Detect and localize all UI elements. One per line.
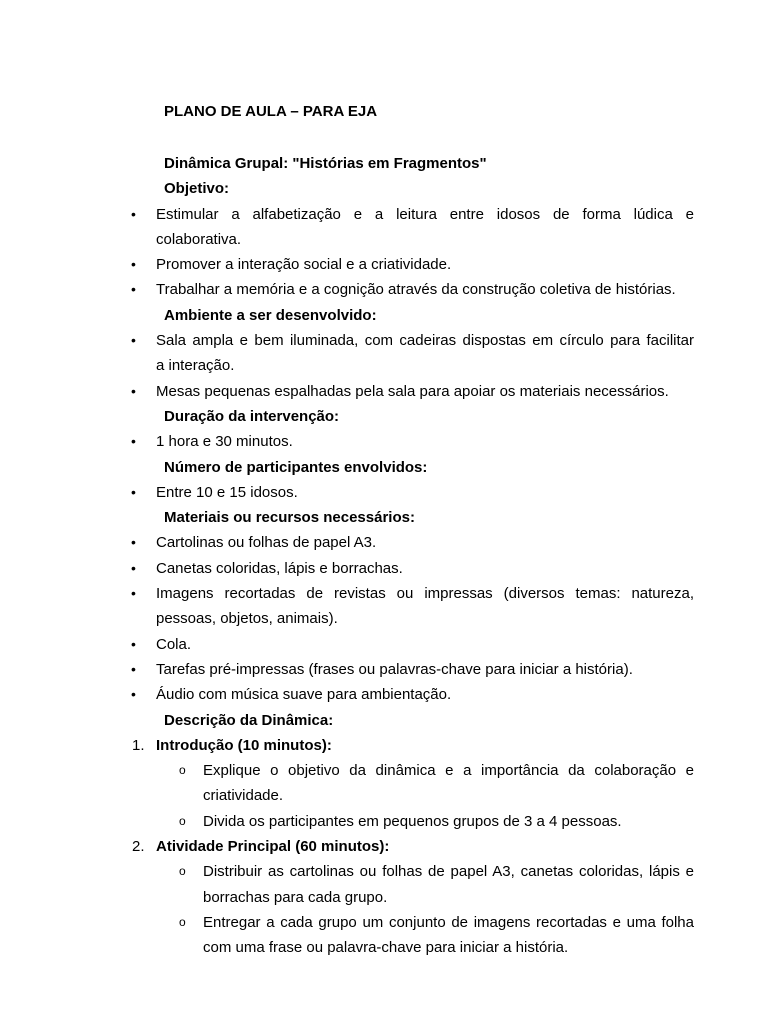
bullet-marker: • [131, 686, 136, 703]
materials-item-text: Imagens recortadas de revistas ou impressas (diversos temas: natureza, [156, 585, 694, 603]
step-subitem-text: Distribuir as cartolinas ou folhas de papel A3, canetas coloridas, lápis e [203, 863, 694, 881]
materials-item-text: Tarefas pré-impressas (frases ou palavras-chave para iniciar a história). [156, 660, 633, 678]
duration-heading: Duração da intervenção: [164, 407, 340, 425]
objective-heading-line [0, 176, 768, 201]
list-item [0, 657, 768, 682]
step-title-line [0, 834, 768, 859]
description-heading: Descrição da Dinâmica: [164, 711, 334, 729]
list-item [0, 379, 768, 404]
objective-item-text: Estimular a alfabetização e a leitura entre idosos de forma lúdica e [156, 205, 694, 223]
step-subitem-text: Explique o objetivo da dinâmica e a importância da colaboração e [203, 762, 694, 780]
list-item [0, 632, 768, 657]
objective-heading: Objetivo: [164, 180, 230, 198]
participants-heading: Número de participantes envolvidos: [164, 458, 428, 476]
bullet-marker: • [131, 660, 136, 677]
sub-bullet-marker: o [179, 914, 186, 929]
list-item [0, 581, 768, 606]
page-title: PLANO DE AULA – PARA EJA [164, 103, 378, 120]
bullet-marker: • [131, 281, 136, 298]
step-number: 2. [132, 838, 145, 856]
list-item [0, 277, 768, 302]
step-title: Introdução (10 minutos): [156, 736, 332, 754]
bullet-marker: • [131, 433, 136, 450]
list-item [0, 252, 768, 277]
materials-item-text: Canetas coloridas, lápis e borrachas. [156, 559, 403, 577]
environment-heading: Ambiente a ser desenvolvido: [164, 306, 377, 324]
environment-item-text: Sala ampla e bem iluminada, com cadeiras dispostas em círculo para facilitar [156, 332, 694, 350]
step-title-line [0, 733, 768, 758]
bullet-marker: • [131, 483, 136, 500]
list-item [0, 480, 768, 505]
participants-item-text: Entre 10 e 15 idosos. [156, 483, 298, 501]
list-item [0, 227, 768, 252]
duration-heading-line [0, 404, 768, 429]
step-subitem-text: Divida os participantes em pequenos grupos de 3 a 4 pessoas. [203, 812, 622, 830]
list-item [0, 606, 768, 631]
bullet-marker: • [131, 382, 136, 399]
step-subitem [0, 783, 768, 808]
dynamic-title-line [0, 151, 768, 176]
materials-item-text: Áudio com música suave para ambientação. [156, 686, 452, 704]
step-subitem [0, 809, 768, 834]
materials-item-text: pessoas, objetos, animais). [156, 610, 338, 628]
step-subitem [0, 935, 768, 960]
list-item [0, 556, 768, 581]
list-item [0, 202, 768, 227]
objective-item-text: colaborativa. [156, 230, 242, 248]
environment-heading-line [0, 303, 768, 328]
list-item [0, 429, 768, 454]
sub-bullet-marker: o [179, 813, 186, 828]
environment-item-text: Mesas pequenas espalhadas pela sala para apoiar os materiais necessários. [156, 382, 669, 400]
step-subitem [0, 910, 768, 935]
step-number: 1. [132, 736, 145, 754]
step-subitem-text: criatividade. [203, 787, 284, 805]
step-subitem-text: borrachas para cada grupo. [203, 888, 388, 906]
materials-item-text: Cartolinas ou folhas de papel A3. [156, 534, 377, 552]
step-subitem [0, 758, 768, 783]
dynamic-title: Dinâmica Grupal: "Histórias em Fragmentos" [164, 155, 487, 172]
bullet-marker: • [131, 534, 136, 551]
environment-item-text: a interação. [156, 357, 235, 375]
sub-bullet-marker: o [179, 763, 186, 778]
bullet-marker: • [131, 585, 136, 602]
objective-item-text: Trabalhar a memória e a cognição através da construção coletiva de histórias. [156, 281, 676, 299]
list-item [0, 328, 768, 353]
sub-bullet-marker: o [179, 864, 186, 879]
bullet-marker: • [131, 559, 136, 576]
step-subitem [0, 885, 768, 910]
step-subitem-text: Entregar a cada grupo um conjunto de imagens recortadas e uma folha [203, 913, 694, 931]
bullet-marker: • [131, 332, 136, 349]
bullet-marker: • [131, 635, 136, 652]
step-title: Atividade Principal (60 minutos): [156, 838, 390, 856]
list-item [0, 530, 768, 555]
list-item [0, 353, 768, 378]
step-subitem-text: com uma frase ou palavra-chave para iniciar a história. [203, 939, 569, 957]
document-body [0, 151, 768, 961]
materials-heading: Materiais ou recursos necessários: [164, 509, 415, 527]
materials-item-text: Cola. [156, 635, 192, 653]
description-heading-line [0, 708, 768, 733]
bullet-marker: • [131, 256, 136, 273]
objective-item-text: Promover a interação social e a criatividade. [156, 256, 452, 274]
list-item [0, 682, 768, 707]
step-subitem [0, 859, 768, 884]
participants-heading-line [0, 455, 768, 480]
materials-heading-line [0, 505, 768, 530]
duration-item-text: 1 hora e 30 minutos. [156, 433, 293, 451]
bullet-marker: • [131, 205, 136, 222]
